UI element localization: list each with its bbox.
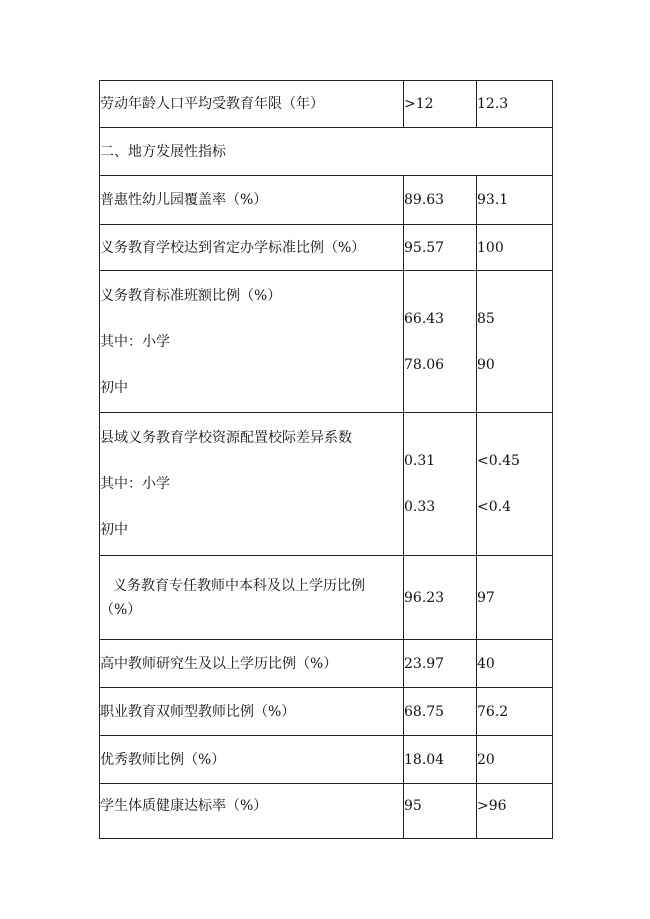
current-value: 23.97 bbox=[404, 640, 477, 688]
current-value-primary: 0.31 bbox=[404, 453, 436, 469]
current-value-primary: 66.43 bbox=[404, 310, 445, 327]
current-value: 95.57 bbox=[404, 225, 477, 271]
current-values bbox=[404, 271, 477, 413]
table-row bbox=[100, 784, 553, 839]
current-values bbox=[404, 413, 477, 556]
sub-label-primary: 其中：小学 bbox=[100, 476, 170, 492]
target-value: 12.3 bbox=[477, 81, 553, 128]
table-row bbox=[100, 271, 553, 413]
target-value: 93.1 bbox=[477, 176, 553, 225]
target-value-junior: 90 bbox=[477, 356, 495, 373]
indicator-name-unit: （%） bbox=[100, 601, 142, 618]
target-value-primary: <0.45 bbox=[477, 453, 520, 469]
target-value-primary: 85 bbox=[477, 310, 495, 327]
target-value: 100 bbox=[477, 225, 553, 271]
table-row bbox=[100, 413, 553, 556]
current-value-junior: 0.33 bbox=[404, 499, 436, 515]
target-value-junior: <0.4 bbox=[477, 499, 511, 515]
indicator-name-group bbox=[100, 271, 404, 413]
indicator-name-wrapped bbox=[100, 556, 404, 640]
indicator-name: 职业教育双师型教师比例（%） bbox=[100, 688, 404, 736]
target-value: >96 bbox=[477, 784, 553, 839]
table-row bbox=[100, 176, 553, 225]
indicator-name: 劳动年龄人口平均受教育年限（年） bbox=[100, 81, 404, 128]
section-row bbox=[100, 128, 553, 176]
target-value: 40 bbox=[477, 640, 553, 688]
current-value: 96.23 bbox=[404, 556, 477, 640]
indicator-name: 县域义务教育学校资源配置校际差异系数 bbox=[100, 430, 352, 446]
target-value: 20 bbox=[477, 736, 553, 784]
table-row bbox=[100, 556, 553, 640]
current-value-junior: 78.06 bbox=[404, 356, 445, 373]
table-row bbox=[100, 736, 553, 784]
indicator-name-group bbox=[100, 413, 404, 556]
section-title: 二、地方发展性指标 bbox=[100, 128, 553, 176]
current-value: 95 bbox=[404, 784, 477, 839]
current-value: 18.04 bbox=[404, 736, 477, 784]
table-row bbox=[100, 81, 553, 128]
indicator-name: 义务教育标准班额比例（%） bbox=[100, 287, 282, 304]
target-value: 97 bbox=[477, 556, 553, 640]
target-value: 76.2 bbox=[477, 688, 553, 736]
indicator-name: 学生体质健康达标率（%） bbox=[100, 784, 404, 839]
target-values bbox=[477, 271, 553, 413]
sub-label-junior: 初中 bbox=[100, 379, 128, 396]
current-value: 68.75 bbox=[404, 688, 477, 736]
table-row bbox=[100, 225, 553, 271]
indicator-table bbox=[99, 80, 553, 839]
sub-label-primary: 其中：小学 bbox=[100, 333, 170, 350]
indicator-name: 义务教育学校达到省定办学标准比例（%） bbox=[100, 225, 404, 271]
table-row bbox=[100, 688, 553, 736]
current-value: >12 bbox=[404, 81, 477, 128]
indicator-name: 优秀教师比例（%） bbox=[100, 736, 404, 784]
indicator-name: 义务教育专任教师中本科及以上学历比例 bbox=[113, 577, 365, 594]
target-values bbox=[477, 413, 553, 556]
sub-label-junior: 初中 bbox=[100, 522, 128, 538]
indicator-name: 高中教师研究生及以上学历比例（%） bbox=[100, 640, 404, 688]
indicator-name: 普惠性幼儿园覆盖率（%） bbox=[100, 176, 404, 225]
current-value: 89.63 bbox=[404, 176, 477, 225]
table-row bbox=[100, 640, 553, 688]
